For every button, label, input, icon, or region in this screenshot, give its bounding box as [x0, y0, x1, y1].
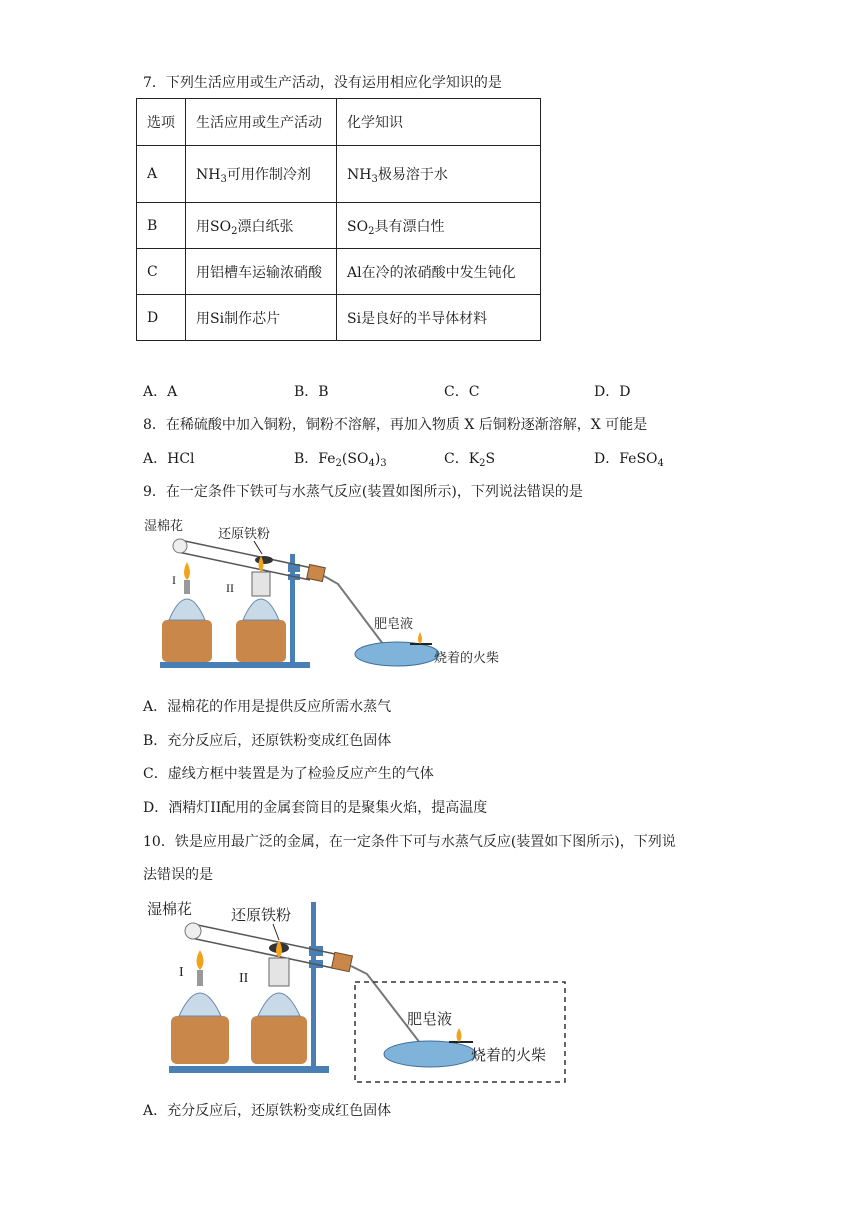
block-2 — [251, 1016, 307, 1064]
table-row — [137, 203, 541, 249]
flame-1 — [184, 562, 190, 580]
label-lamp-2: II — [226, 581, 234, 595]
q9-apparatus-figure — [142, 516, 542, 678]
q9-option-a[interactable]: A．湿棉花的作用是提供反应所需水蒸气 — [143, 699, 392, 715]
q10-option-a[interactable]: A．充分反应后，还原铁粉变成红色固体 — [143, 1103, 392, 1119]
table-row — [137, 146, 541, 203]
q8-choice-c[interactable]: C．$K_2S$ — [444, 451, 496, 469]
iron-powder — [255, 556, 273, 564]
table-cell-knowledge: $SO_2$具有漂白性 — [337, 203, 541, 249]
lamp-1-wick — [197, 970, 203, 986]
lamp-1-body — [179, 993, 221, 1016]
table-cell-option: B — [137, 203, 186, 249]
table-header-cell: 化学知识 — [337, 99, 541, 146]
label-iron-powder: 还原铁粉 — [231, 907, 292, 924]
table-header-row — [137, 99, 541, 146]
wet-cotton — [185, 923, 201, 939]
q8-choice-d[interactable]: D．FeSO$_4$ — [594, 451, 664, 469]
q8-stem: 8．在稀硫酸中加入铜粉，铜粉不溶解，再加入物质 X 后铜粉逐渐溶解，X 可能是 — [143, 417, 648, 433]
table-cell-option: A — [137, 146, 186, 203]
block-1 — [162, 620, 212, 662]
lamp-1-body — [169, 599, 205, 620]
q9-option-d[interactable]: D．酒精灯II配用的金属套筒目的是聚集火焰，提高温度 — [143, 800, 488, 816]
table-header-cell: 选项 — [137, 99, 186, 146]
stand-base — [169, 1066, 329, 1073]
block-1 — [171, 1016, 229, 1064]
table-cell-knowledge: $NH_3$极易溶于水 — [337, 146, 541, 203]
label-match: 烧着的火柴 — [434, 650, 500, 665]
q9-stem: 9．在一定条件下铁可与水蒸气反应(装置如图所示)，下列说法错误的是 — [143, 484, 583, 500]
table-cell-option: D — [137, 295, 186, 341]
q10-stem-line1: 10．铁是应用最广泛的金属，在一定条件下可与水蒸气反应(装置如下图所示)，下列说 — [143, 834, 676, 850]
iron-pointer — [254, 541, 262, 554]
table-cell-knowledge: Al在冷的浓硝酸中发生钝化 — [337, 249, 541, 295]
label-lamp-1: I — [179, 965, 184, 980]
lamp-1-wick — [184, 580, 190, 594]
soap-dish — [384, 1041, 476, 1067]
label-iron-powder: 还原铁粉 — [218, 526, 271, 541]
q7-choice-d[interactable]: D．D — [594, 384, 631, 400]
q7-choice-c[interactable]: C．C — [444, 384, 480, 400]
metal-sleeve — [252, 572, 270, 596]
q9-option-c[interactable]: C．虚线方框中装置是为了检验反应产生的气体 — [143, 766, 434, 782]
table-row — [137, 295, 541, 341]
q7-choice-a[interactable]: A．A — [143, 384, 178, 400]
iron-pointer — [273, 924, 279, 940]
q10-apparatus-figure — [145, 896, 570, 1086]
label-lamp-1: I — [172, 573, 176, 587]
table-cell-option: C — [137, 249, 186, 295]
match-flame — [457, 1028, 462, 1042]
match-flame — [418, 632, 422, 644]
stand-base — [160, 662, 310, 668]
table-cell-activity: 用铝槽车运输浓硝酸 — [186, 249, 337, 295]
metal-sleeve — [269, 958, 289, 986]
q8-choice-b[interactable]: B．$Fe_2(SO_4)_3$ — [294, 451, 387, 469]
q7-choice-b[interactable]: B．B — [294, 384, 329, 400]
label-soap: 肥皂液 — [407, 1011, 453, 1028]
q7-table — [136, 98, 541, 341]
q7-stem: 7．下列生活应用或生产活动，没有运用相应化学知识的是 — [143, 75, 502, 91]
label-soap: 肥皂液 — [374, 616, 414, 631]
lamp-2-body — [258, 993, 300, 1016]
table-cell-knowledge: Si是良好的半导体材料 — [337, 295, 541, 341]
table-cell-activity: 用Si制作芯片 — [186, 295, 337, 341]
q8-choice-a[interactable]: A．HCl — [143, 451, 195, 467]
table-cell-activity: $NH_3$可用作制冷剂 — [186, 146, 337, 203]
soap-dish — [355, 642, 439, 666]
label-wet-cotton: 湿棉花 — [147, 901, 193, 918]
label-lamp-2: II — [239, 971, 249, 986]
label-wet-cotton: 湿棉花 — [144, 518, 184, 533]
stand-rod — [311, 902, 316, 1068]
wet-cotton — [173, 539, 187, 553]
table-cell-activity: 用$SO_2$漂白纸张 — [186, 203, 337, 249]
stopper — [307, 564, 326, 581]
label-match: 烧着的火柴 — [471, 1047, 547, 1064]
table-header-cell: 生活应用或生产活动 — [186, 99, 337, 146]
lamp-2-body — [243, 599, 279, 620]
table-row — [137, 249, 541, 295]
flame-1 — [197, 950, 204, 970]
block-2 — [236, 620, 286, 662]
q10-stem-line2: 法错误的是 — [143, 867, 213, 883]
q9-option-b[interactable]: B．充分反应后，还原铁粉变成红色固体 — [143, 733, 392, 749]
stopper — [332, 952, 353, 971]
